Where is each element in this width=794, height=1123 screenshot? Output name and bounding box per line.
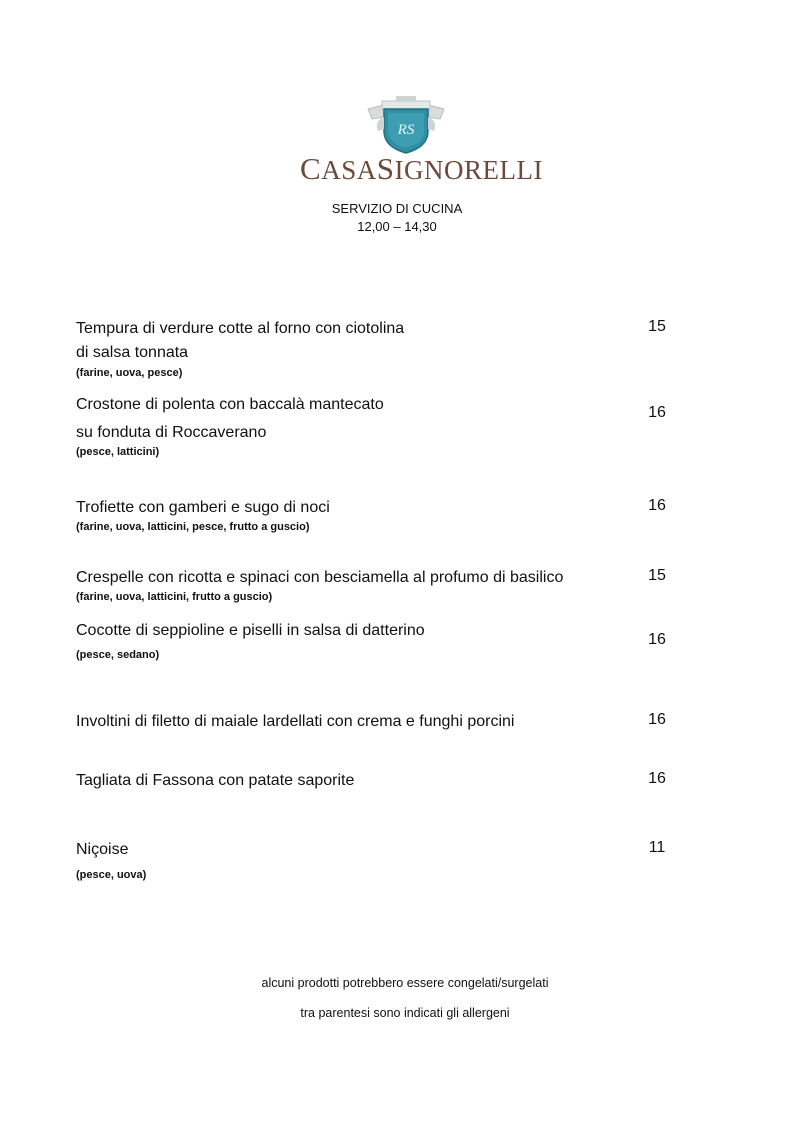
dish-price: 16: [648, 770, 666, 787]
frozen-products-note: alcuni prodotti potrebbero essere congelati/surgelati: [261, 976, 549, 990]
allergen-list: (pesce, latticini): [76, 446, 160, 458]
svg-text:RS: RS: [397, 122, 415, 138]
dish-name: Niçoise: [76, 841, 129, 858]
menu-item: [76, 497, 636, 534]
allergen-list: (farine, uova, latticini, frutto a guscio): [76, 591, 273, 603]
dish-price: 16: [648, 497, 666, 514]
dish-price: 11: [648, 839, 666, 856]
menu-item: [76, 567, 636, 604]
menu-item: [76, 839, 636, 882]
dish-name: Tempura di verdure cotte al forno con ciotolina: [76, 320, 405, 337]
allergen-list: (pesce, uova): [76, 869, 147, 881]
menu-item: [76, 711, 636, 733]
dish-price: 16: [648, 404, 666, 421]
dish-name: Crespelle con ricotta e spinaci con besciamella al profumo di basilico: [76, 569, 564, 586]
dish-name: Crostone di polenta con baccalà mantecato: [76, 396, 384, 413]
service-hours: 12,00 – 14,30: [357, 219, 437, 234]
service-title: SERVIZIO DI CUCINA: [331, 201, 463, 216]
allergens-note: tra parentesi sono indicati gli allergeni: [300, 1006, 510, 1020]
dish-name: Involtini di filetto di maiale lardellati con crema e funghi porcini: [76, 713, 515, 730]
dish-price: 16: [648, 631, 666, 648]
dish-name-continued: di salsa tonnata: [76, 344, 189, 361]
menu-item: [76, 770, 636, 792]
allergen-list: (farine, uova, pesce): [76, 367, 183, 379]
allergen-list: (pesce, sedano): [76, 649, 160, 661]
allergen-list: (farine, uova, latticini, pesce, frutto a guscio): [76, 521, 310, 533]
dish-name: Cocotte di seppioline e piselli in salsa di datterino: [76, 622, 425, 639]
dish-price: 15: [648, 567, 666, 584]
menu-item: [76, 394, 636, 459]
dish-price: 15: [648, 318, 666, 335]
dish-price: 16: [648, 711, 666, 728]
menu-item: [76, 620, 636, 662]
dish-name: Tagliata di Fassona con patate saporite: [76, 772, 355, 789]
dish-name-continued: su fonduta di Roccaverano: [76, 424, 267, 441]
dish-name: Trofiette con gamberi e sugo di noci: [76, 499, 330, 516]
brand-wordmark: CASASIGNORELLI: [300, 151, 543, 186]
casa-signorelli-logo: [300, 95, 543, 186]
shield-emblem-icon: [300, 95, 512, 155]
menu-item: [76, 318, 636, 380]
